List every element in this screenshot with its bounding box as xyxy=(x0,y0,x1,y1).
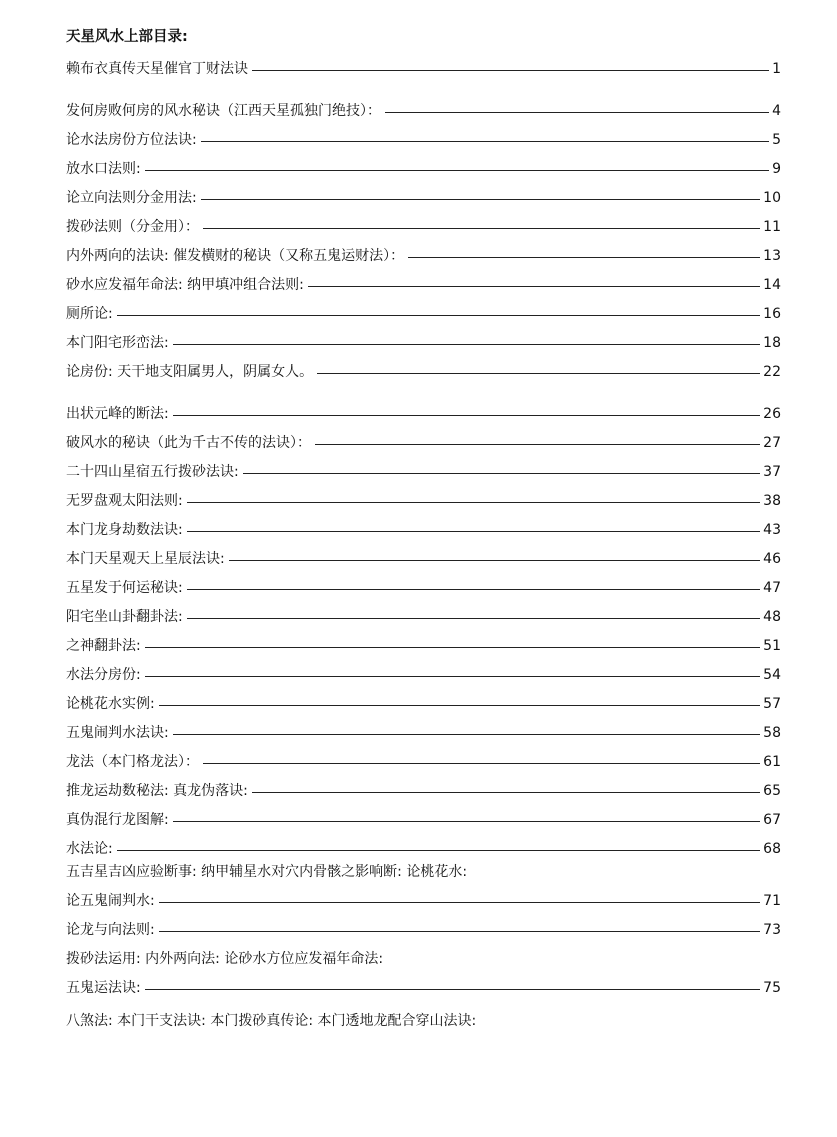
toc-entry xyxy=(66,977,781,999)
toc-entry xyxy=(66,187,781,209)
toc-entry xyxy=(66,919,781,941)
toc-entry-title: 论五鬼闹判水: xyxy=(66,893,155,909)
toc-leader-line xyxy=(117,315,760,316)
toc-entry xyxy=(66,838,781,860)
toc-entry-title: 龙法（本门格龙法）： xyxy=(66,754,199,770)
toc-entry xyxy=(66,303,781,325)
toc-entry xyxy=(66,548,781,570)
toc-entry-title: 五吉星吉凶应验断事: 纳甲辅星水对穴内骨骸之影响断: 论桃花水: xyxy=(66,864,468,880)
toc-page-number: 14 xyxy=(763,277,781,293)
toc-entry-title: 砂水应发福年命法: 纳甲填冲组合法则: xyxy=(66,277,304,293)
toc-leader-line xyxy=(159,931,760,932)
toc-entry-title: 发何房败何房的风水秘诀（江西天星孤独门绝技）： xyxy=(66,103,381,119)
toc-page-number: 37 xyxy=(763,464,781,480)
toc-entry-title: 论龙与向法则: xyxy=(66,922,155,938)
toc-entry-title: 本门阳宅形峦法: xyxy=(66,335,169,351)
toc-leader-line xyxy=(173,415,760,416)
toc-entry xyxy=(66,403,781,425)
toc-entry-title: 出状元峰的断法: xyxy=(66,406,169,422)
toc-entry-title: 本门龙身劫数法诀: xyxy=(66,522,183,538)
toc-page-number: 22 xyxy=(763,364,781,380)
toc-entry xyxy=(66,158,781,180)
toc-leader-line xyxy=(317,373,760,374)
toc-page-number: 16 xyxy=(763,306,781,322)
toc-page-number: 48 xyxy=(763,609,781,625)
toc-entry-title: 真伪混行龙图解: xyxy=(66,812,169,828)
toc-page-number: 27 xyxy=(763,435,781,451)
toc-entry xyxy=(66,432,781,454)
toc-page-number: 75 xyxy=(763,980,781,996)
toc-page-number: 54 xyxy=(763,667,781,683)
toc-leader-line xyxy=(159,902,760,903)
toc-leader-line xyxy=(408,257,760,258)
toc-entry xyxy=(66,1010,781,1032)
toc-entry-title: 破风水的秘诀（此为千古不传的法诀）： xyxy=(66,435,311,451)
toc-entry-title: 厕所论: xyxy=(66,306,113,322)
toc-entry xyxy=(66,693,781,715)
toc-leader-line xyxy=(159,705,760,706)
toc-leader-line xyxy=(187,618,760,619)
toc-title-text: 天星风水上部目录: xyxy=(66,29,188,45)
toc-entry-title: 水法论: xyxy=(66,841,113,857)
toc-leader-line xyxy=(229,560,760,561)
toc-entry xyxy=(66,606,781,628)
toc-entry-title: 拨砂法运用: 内外两向法: 论砂水方位应发福年命法: xyxy=(66,951,384,967)
toc-entry xyxy=(66,100,781,122)
toc-leader-line xyxy=(308,286,760,287)
toc-entry xyxy=(66,577,781,599)
toc-leader-line xyxy=(187,531,760,532)
toc-leader-line xyxy=(252,70,769,71)
toc-entry xyxy=(66,361,781,383)
toc-entry-title: 八煞法: 本门干支法诀: 本门拨砂真传论: 本门透地龙配合穿山法诀: xyxy=(66,1013,477,1029)
toc-page-number: 13 xyxy=(763,248,781,264)
toc-entry xyxy=(66,948,781,970)
toc-page-number: 11 xyxy=(763,219,781,235)
toc-entry xyxy=(66,890,781,912)
toc-entry-title: 拨砂法则（分金用）： xyxy=(66,219,199,235)
toc-page-number: 4 xyxy=(772,103,781,119)
toc-page-number: 47 xyxy=(763,580,781,596)
toc-entry-title: 二十四山星宿五行拨砂法诀: xyxy=(66,464,239,480)
toc-leader-line xyxy=(315,444,760,445)
toc-entry-title: 论水法房份方位法诀: xyxy=(66,132,197,148)
toc-leader-line xyxy=(187,589,760,590)
toc-page-number: 10 xyxy=(763,190,781,206)
toc-entry xyxy=(66,664,781,686)
toc-leader-line xyxy=(173,734,760,735)
toc-title xyxy=(66,26,781,48)
toc-entry xyxy=(66,274,781,296)
toc-leader-line xyxy=(145,989,760,990)
toc-entry-title: 推龙运劫数秘法: 真龙伪落诀: xyxy=(66,783,248,799)
toc-leader-line xyxy=(173,821,760,822)
toc-leader-line xyxy=(201,199,760,200)
toc-leader-line xyxy=(145,647,760,648)
toc-page-number: 67 xyxy=(763,812,781,828)
toc-entry-title: 赖布衣真传天星催官丁财法诀 xyxy=(66,61,248,77)
toc-entry-title: 阳宅坐山卦翻卦法: xyxy=(66,609,183,625)
toc-entry xyxy=(66,58,781,80)
toc-entry-title: 无罗盘观太阳法则: xyxy=(66,493,183,509)
toc-page-number: 51 xyxy=(763,638,781,654)
toc-page-number: 26 xyxy=(763,406,781,422)
toc-page-number: 61 xyxy=(763,754,781,770)
toc-leader-line xyxy=(145,170,769,171)
toc-page-number: 71 xyxy=(763,893,781,909)
toc-page-number: 43 xyxy=(763,522,781,538)
toc-page-number: 46 xyxy=(763,551,781,567)
toc-leader-line xyxy=(243,473,760,474)
toc-entry xyxy=(66,780,781,802)
toc-leader-line xyxy=(203,228,760,229)
toc-page-number: 9 xyxy=(772,161,781,177)
toc-entry xyxy=(66,216,781,238)
toc-page-number: 57 xyxy=(763,696,781,712)
toc-leader-line xyxy=(252,792,760,793)
toc-page-number: 58 xyxy=(763,725,781,741)
toc-entry-title: 内外两向的法诀: 催发横财的秘诀（又称五鬼运财法）： xyxy=(66,248,405,264)
toc-entry-title: 论桃花水实例: xyxy=(66,696,155,712)
toc-entry xyxy=(66,861,781,883)
toc-entry xyxy=(66,809,781,831)
toc-entry-title: 五星发于何运秘诀: xyxy=(66,580,183,596)
toc-page-number: 65 xyxy=(763,783,781,799)
toc-entry xyxy=(66,332,781,354)
toc-entry xyxy=(66,129,781,151)
toc-entry-title: 论立向法则分金用法: xyxy=(66,190,197,206)
toc-leader-line xyxy=(145,676,760,677)
toc-leader-line xyxy=(117,850,760,851)
toc-entry-title: 论房份: 天干地支阳属男人，阴属女人。 xyxy=(66,364,314,380)
toc-page-number: 38 xyxy=(763,493,781,509)
toc-leader-line xyxy=(173,344,760,345)
toc-leader-line xyxy=(385,112,769,113)
toc-page-number: 68 xyxy=(763,841,781,857)
toc-entry-title: 放水口法则: xyxy=(66,161,141,177)
toc-entry-title: 五鬼运法诀: xyxy=(66,980,141,996)
toc-page-number: 18 xyxy=(763,335,781,351)
toc-entry-title: 五鬼闹判水法诀: xyxy=(66,725,169,741)
toc-leader-line xyxy=(187,502,760,503)
toc-page-number: 5 xyxy=(772,132,781,148)
toc-entry-title: 水法分房份: xyxy=(66,667,141,683)
toc-page-number: 1 xyxy=(772,61,781,77)
toc-entry xyxy=(66,490,781,512)
toc-leader-line xyxy=(203,763,760,764)
toc-entry xyxy=(66,722,781,744)
toc-entry xyxy=(66,519,781,541)
toc-page-number: 73 xyxy=(763,922,781,938)
toc-entry xyxy=(66,751,781,773)
toc-entry xyxy=(66,245,781,267)
toc-entry xyxy=(66,635,781,657)
toc-entry-title: 本门天星观天上星辰法诀: xyxy=(66,551,225,567)
toc-leader-line xyxy=(201,141,769,142)
toc-entry xyxy=(66,461,781,483)
toc-entry-title: 之神翻卦法: xyxy=(66,638,141,654)
